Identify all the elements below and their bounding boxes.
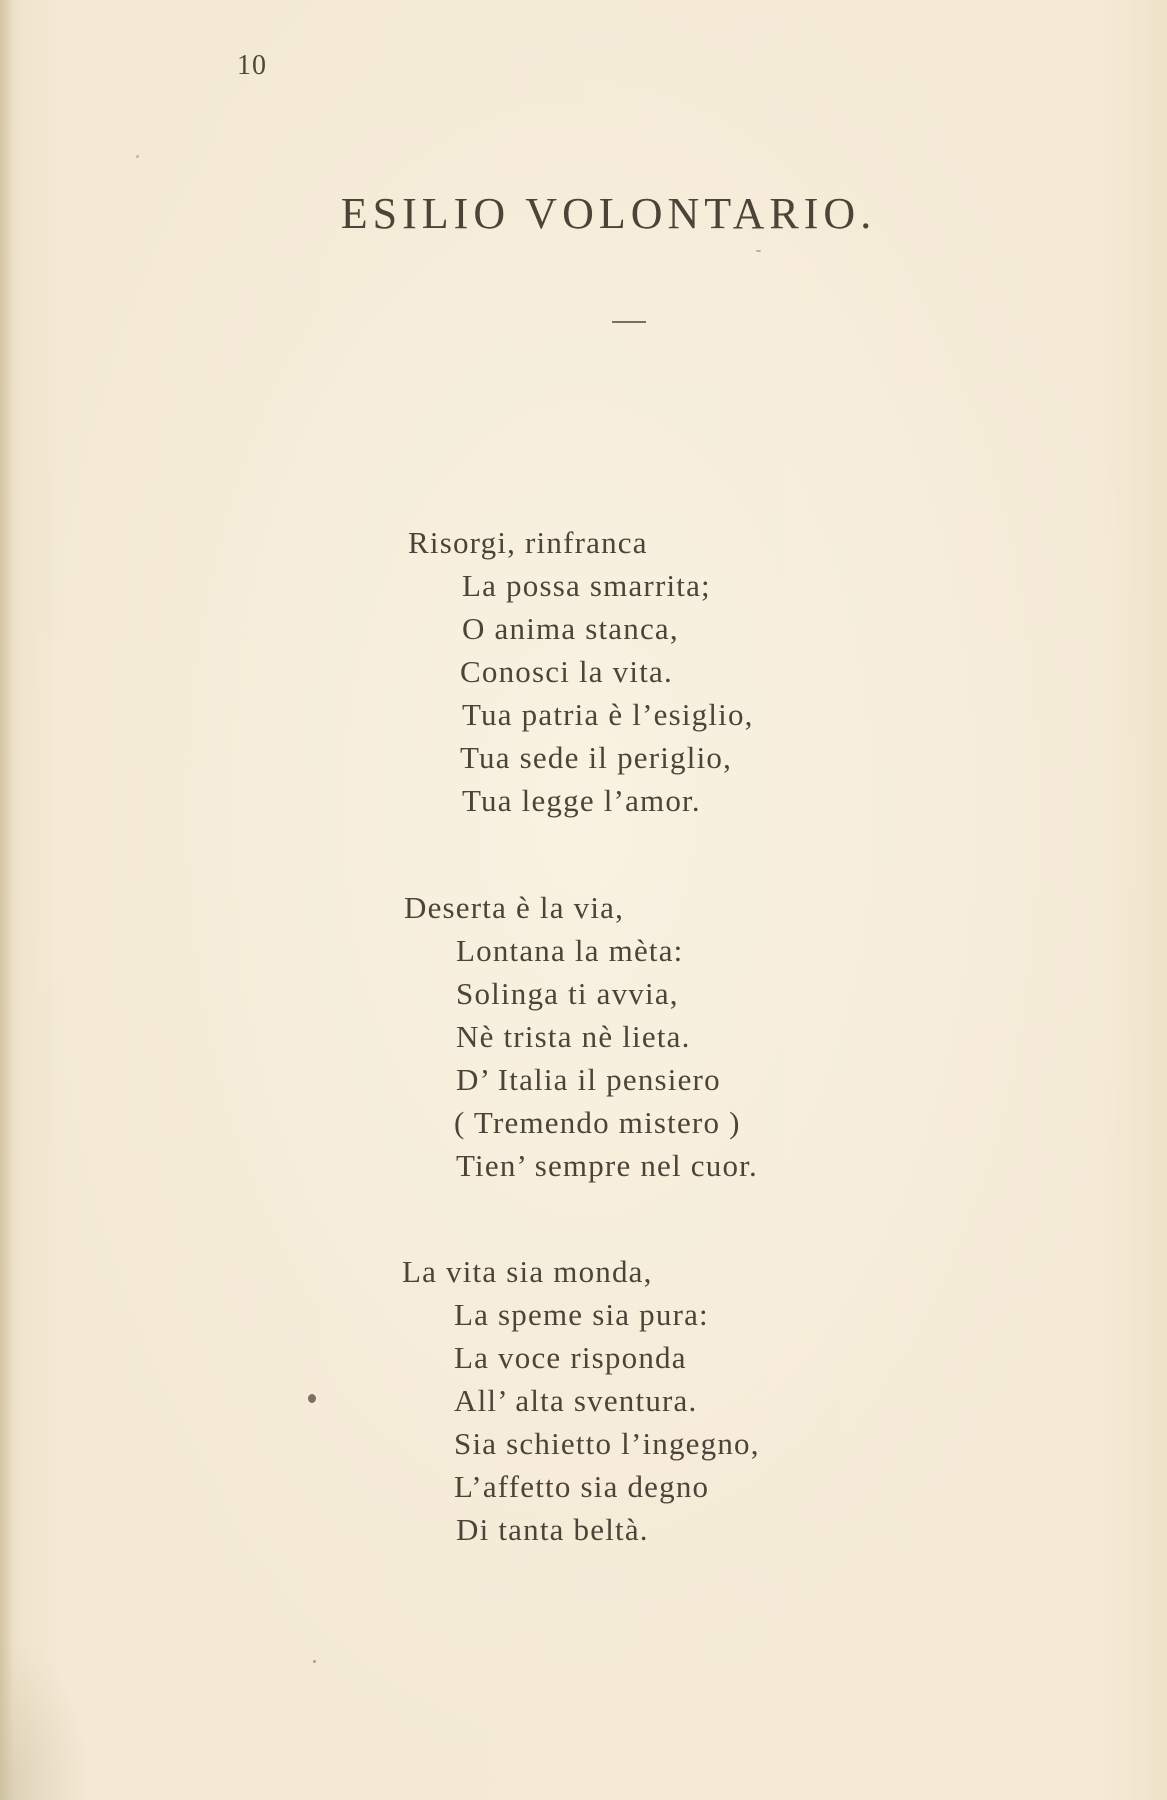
verse-line: Conosci la vita. bbox=[460, 654, 673, 689]
verse-line: Nè trista nè lieta. bbox=[456, 1019, 691, 1054]
verse-line: Deserta è la via, bbox=[404, 890, 625, 925]
page-edge-shadow bbox=[0, 0, 14, 1800]
verse-line: Tua sede il periglio, bbox=[460, 740, 733, 775]
verse-line: Sia schietto l’ingegno, bbox=[454, 1426, 760, 1461]
verse-line: Tua patria è l’esiglio, bbox=[462, 697, 754, 732]
verse-line: D’ Italia il pensiero bbox=[456, 1062, 721, 1097]
verse-line: Risorgi, rinfranca bbox=[408, 525, 648, 560]
verse-line: Lontana la mèta: bbox=[456, 933, 684, 968]
poem-title: ESILIO VOLONTARIO. bbox=[340, 189, 877, 238]
ink-speck bbox=[136, 155, 139, 158]
verse-line: ( Tremendo mistero ) bbox=[454, 1105, 741, 1140]
title-divider bbox=[612, 321, 646, 323]
ink-speck bbox=[308, 1394, 316, 1403]
verse-line: L’affetto sia degno bbox=[454, 1469, 710, 1504]
verse-line: Di tanta beltà. bbox=[456, 1512, 649, 1547]
ink-speck bbox=[313, 1660, 316, 1663]
paper-stain bbox=[0, 1640, 90, 1800]
verse-line: Solinga ti avvia, bbox=[456, 976, 679, 1011]
verse-line: La voce risponda bbox=[454, 1340, 687, 1375]
verse-line: La speme sia pura: bbox=[454, 1297, 709, 1332]
verse-line: Tua legge l’amor. bbox=[462, 783, 701, 818]
verse-line: La vita sia monda, bbox=[402, 1254, 653, 1289]
ink-speck bbox=[756, 250, 761, 252]
verse-line: La possa smarrita; bbox=[462, 568, 711, 603]
page-number: 10 bbox=[237, 50, 267, 81]
verse-line: Tien’ sempre nel cuor. bbox=[456, 1148, 758, 1183]
verse-line: All’ alta sventura. bbox=[454, 1383, 698, 1418]
verse-line: O anima stanca, bbox=[462, 611, 679, 646]
